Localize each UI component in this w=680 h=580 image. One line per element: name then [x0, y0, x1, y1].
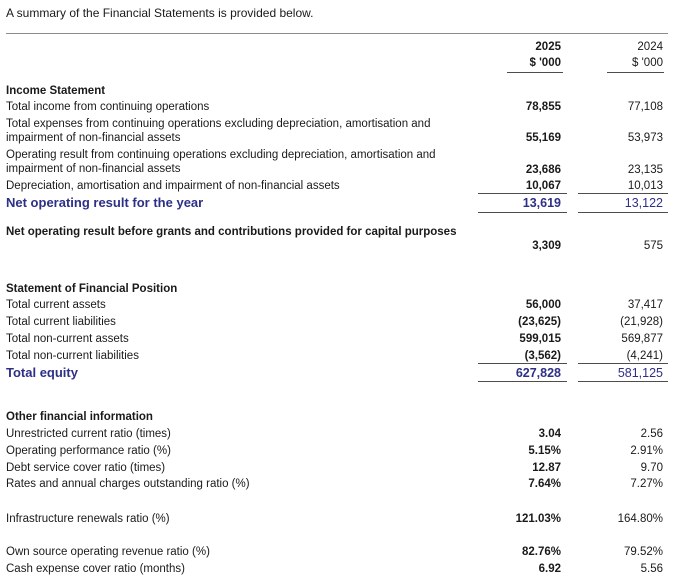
row-value-2024: 2.91%: [630, 445, 663, 457]
row-value-2024: 23,135: [627, 164, 663, 176]
row-value-2024: 5.56: [640, 563, 663, 575]
row-value-2024: 10,013: [627, 180, 663, 192]
row-label: Total income from continuing operations: [6, 101, 210, 113]
col-2024-underline: [607, 72, 664, 73]
row-value-2025: 121.03%: [515, 513, 561, 525]
net-operating-result-2025: 13,619: [522, 196, 561, 210]
row-value-2025: 78,855: [525, 101, 561, 113]
row-label: Total non-current liabilities: [6, 350, 139, 362]
row-value-2024: 77,108: [627, 101, 663, 113]
total-rule-2024: [578, 381, 668, 382]
total-equity-label: Total equity: [6, 365, 78, 380]
row-value-2025: 82.76%: [521, 546, 561, 558]
row-value-2025: 5.15%: [528, 445, 561, 457]
section-heading-income: Income Statement: [6, 85, 106, 97]
row-value-2025: (3,562): [524, 350, 561, 362]
row-value-2024: 9.70: [640, 462, 663, 474]
total-rule-2025: [478, 381, 567, 382]
row-label: Total current assets: [6, 299, 106, 311]
total-rule-2024: [578, 212, 668, 213]
col-2025-unit: $ '000: [529, 57, 561, 69]
row-label: Infrastructure renewals ratio (%): [6, 513, 170, 525]
row-label: Operating performance ratio (%): [6, 445, 171, 457]
row-value-2025: 55,169: [525, 132, 561, 144]
row-value-2024: (4,241): [626, 350, 663, 362]
col-2025-year: 2025: [535, 41, 561, 53]
row-value-2024: 2.56: [640, 428, 663, 440]
section-heading-position: Statement of Financial Position: [6, 283, 178, 295]
col-2024-unit: $ '000: [632, 57, 663, 69]
total-equity-2025: 627,828: [515, 366, 561, 380]
col-2024-year: 2024: [637, 41, 663, 53]
row-value-2025: 6.92: [538, 563, 561, 575]
net-operating-result-2024: 13,122: [624, 196, 663, 210]
row-value-2025: 12.87: [532, 462, 561, 474]
row-value-2025: 3.04: [538, 428, 561, 440]
grants-value-2024: 575: [643, 240, 663, 252]
row-label: Rates and annual charges outstanding ratio (%): [6, 478, 250, 490]
net-operating-result-label: Net operating result for the year: [6, 195, 204, 210]
subtotal-rule-2025: [478, 363, 567, 364]
grants-label: Net operating result before grants and contributions provided for capital purposes: [6, 226, 457, 238]
subtotal-rule-2024: [578, 193, 668, 194]
row-label: Own source operating revenue ratio (%): [6, 546, 210, 558]
row-value-2025: 7.64%: [528, 478, 561, 490]
intro-text: A summary of the Financial Statements is provided below.: [6, 6, 314, 20]
row-value-2024: 164.80%: [617, 513, 663, 525]
row-label: Total non-current assets: [6, 333, 129, 345]
row-value-2025: 23,686: [525, 164, 561, 176]
row-label: Debt service cover ratio (times): [6, 462, 166, 474]
row-label: Cash expense cover ratio (months): [6, 563, 185, 575]
row-value-2024: 37,417: [627, 299, 663, 311]
row-value-2024: (21,928): [620, 316, 663, 328]
row-label: Unrestricted current ratio (times): [6, 428, 171, 440]
subtotal-rule-2024: [578, 363, 668, 364]
row-value-2025: 599,015: [519, 333, 561, 345]
section-heading-other: Other financial information: [6, 411, 153, 423]
row-label: Operating result from continuing operations excluding depreciation, amortisation and impairment of non-financial assets: [6, 149, 436, 175]
total-equity-2024: 581,125: [617, 366, 663, 380]
total-rule-2025: [478, 212, 567, 213]
row-value-2024: 7.27%: [630, 478, 663, 490]
row-value-2024: 53,973: [627, 132, 663, 144]
row-value-2024: 79.52%: [623, 546, 663, 558]
row-value-2025: 10,067: [525, 180, 561, 192]
subtotal-rule-2025: [478, 193, 567, 194]
grants-value-2025: 3,309: [532, 240, 561, 252]
row-label: Total expenses from continuing operations excluding depreciation, amortisation and impairment of non-financial assets: [6, 118, 431, 144]
row-label: Total current liabilities: [6, 316, 116, 328]
col-2025-underline: [507, 72, 563, 73]
row-value-2025: 56,000: [525, 299, 561, 311]
row-value-2024: 569,877: [621, 333, 663, 345]
header-rule: [6, 33, 668, 34]
row-label: Depreciation, amortisation and impairment of non-financial assets: [6, 180, 340, 192]
row-value-2025: (23,625): [518, 316, 561, 328]
